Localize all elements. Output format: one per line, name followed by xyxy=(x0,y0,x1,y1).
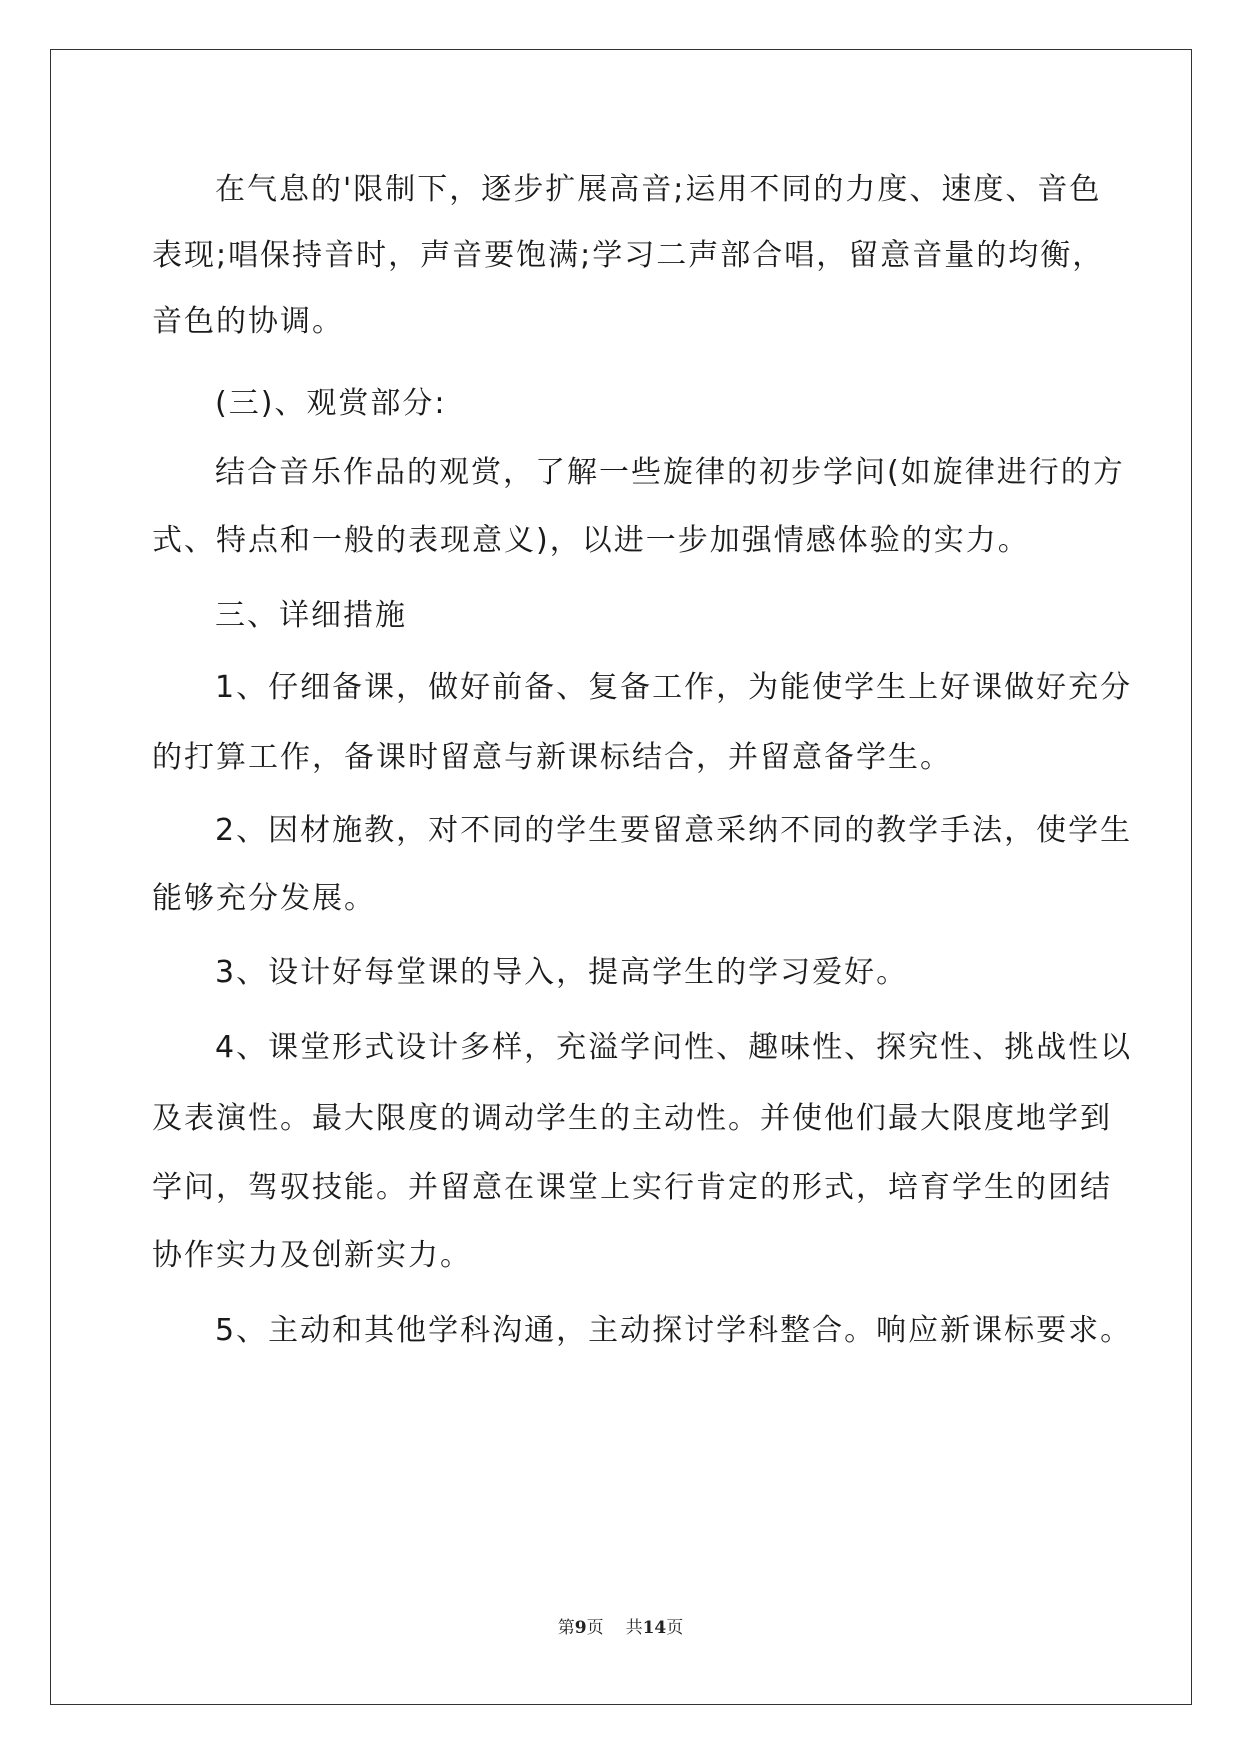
page-suffix: 页 xyxy=(586,1618,604,1638)
paragraph-line: 音色的协调。 xyxy=(152,304,344,339)
section-heading: 三、详细措施 xyxy=(215,598,407,633)
paragraph-line: 式、特点和一般的表现意义)，以进一步加强情感体验的实力。 xyxy=(152,523,1030,558)
total-page-count: 14 xyxy=(642,1618,667,1638)
paragraph-line: 2、因材施教，对不同的学生要留意采纳不同的教学手法，使学生 xyxy=(215,813,1133,848)
paragraph-line: 3、设计好每堂课的导入，提高学生的学习爱好。 xyxy=(215,955,909,990)
page-prefix: 第 xyxy=(557,1618,575,1638)
paragraph-line: 的打算工作，备课时留意与新课标结合，并留意备学生。 xyxy=(152,740,952,775)
current-page-number: 9 xyxy=(574,1618,587,1638)
paragraph-line: 学问，驾驭技能。并留意在课堂上实行肯定的形式，培育学生的团结 xyxy=(152,1170,1112,1205)
paragraph-line: 1、仔细备课，做好前备、复备工作，为能使学生上好课做好充分 xyxy=(215,670,1133,705)
paragraph-line: 表现;唱保持音时，声音要饱满;学习二声部合唱，留意音量的均衡， xyxy=(152,238,1105,273)
paragraph-line: 结合音乐作品的观赏，了解一些旋律的初步学问(如旋律进行的方 xyxy=(215,455,1125,490)
page-number-footer xyxy=(0,1617,1241,1639)
paragraph-line: 4、课堂形式设计多样，充溢学问性、趣味性、探究性、挑战性以 xyxy=(215,1030,1133,1065)
paragraph-line: 协作实力及创新实力。 xyxy=(152,1238,472,1273)
section-heading: (三)、观赏部分: xyxy=(215,386,447,421)
total-suffix: 页 xyxy=(666,1618,684,1638)
paragraph-line: 在气息的'限制下，逐步扩展高音;运用不同的力度、速度、音色 xyxy=(215,172,1102,207)
paragraph-line: 5、主动和其他学科沟通，主动探讨学科整合。响应新课标要求。 xyxy=(215,1313,1133,1348)
paragraph-line: 及表演性。最大限度的调动学生的主动性。并使他们最大限度地学到 xyxy=(152,1101,1112,1136)
paragraph-line: 能够充分发展。 xyxy=(152,881,376,916)
page-border xyxy=(50,49,1192,1705)
total-prefix: 共 xyxy=(625,1618,643,1638)
